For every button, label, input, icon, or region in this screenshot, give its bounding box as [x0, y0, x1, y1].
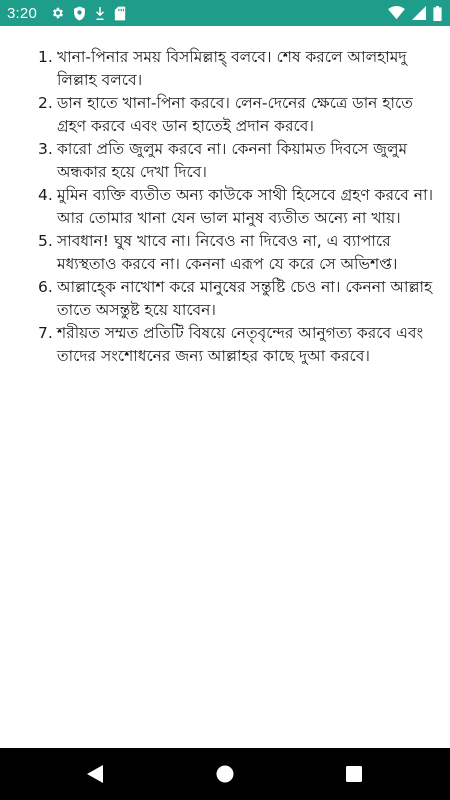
signal-icon: [412, 6, 426, 20]
system-icons: [388, 6, 442, 21]
recents-button[interactable]: [324, 748, 384, 800]
recents-icon: [346, 766, 362, 782]
item-number: 3.: [38, 140, 53, 158]
item-text: সাবধান! ঘুষ খাবে না। নিবেও না দিবেও না, এ ব্যাপারে মধ্যস্থতাও করবে না। কেননা এরূপ যে করে সে অভিশপ্ত।: [57, 232, 398, 273]
navigation-bar: [0, 748, 450, 800]
item-text: মুমিন ব্যক্তি ব্যতীত অন্য কাউকে সাথী হিসেবে গ্রহণ করবে না। আর তোমার খানা যেন ভাল মানুষ ব্যতীত অন্যে না খায়।: [57, 186, 434, 227]
item-number: 4.: [38, 186, 53, 204]
gear-icon: [51, 6, 65, 20]
home-button[interactable]: [195, 748, 255, 800]
list-item: [38, 230, 436, 276]
item-text: ডান হাতে খানা-পিনা করবে। লেন-দেনের ক্ষেত্রে ডান হাতে গ্রহণ করবে এবং ডান হাতেই প্রদান করবে।: [57, 94, 413, 135]
item-text: আল্লাহ্কে নাখোশ করে মানুষের সন্তুষ্টি চেও না। কেননা আল্লাহ তাতে অসন্তুষ্ট হয়ে যাবেন।: [57, 278, 433, 319]
notification-icons: [51, 6, 126, 21]
item-number: 6.: [38, 278, 53, 296]
battery-icon: [433, 6, 442, 21]
back-icon: [87, 765, 103, 783]
item-text: খানা-পিনার সময় বিসমিল্লাহ্ বলবে। শেষ করলে আলহামদু লিল্লাহ বলবে।: [57, 48, 407, 89]
rule-list: [0, 26, 450, 368]
home-icon: [216, 765, 234, 783]
status-time: 3:20: [7, 4, 37, 22]
item-number: 1.: [38, 48, 53, 66]
item-number: 5.: [38, 232, 53, 250]
list-item: [38, 184, 436, 230]
item-number: 7.: [38, 324, 53, 342]
list-item: [38, 46, 436, 92]
status-bar: [0, 0, 450, 26]
shield-icon: [73, 6, 86, 21]
content-area[interactable]: [0, 26, 450, 748]
list-item: [38, 138, 436, 184]
list-item: [38, 92, 436, 138]
item-number: 2.: [38, 94, 53, 112]
list-item: [38, 276, 436, 322]
sd-card-icon: [114, 6, 126, 21]
back-button[interactable]: [65, 748, 125, 800]
list-item: [38, 322, 436, 368]
item-text: কারো প্রতি জুলুম করবে না। কেননা কিয়ামত দিবসে জুলুম অন্ধকার হয়ে দেখা দিবে।: [57, 140, 408, 181]
wifi-icon: [388, 6, 405, 20]
download-icon: [94, 6, 106, 21]
item-text: শরীয়ত সম্মত প্রতিটি বিষয়ে নেতৃবৃন্দের আনুগত্য করবে এবং তাদের সংশোধনের জন্য আল্লাহর কাছে দুআ করবে।: [57, 324, 424, 365]
